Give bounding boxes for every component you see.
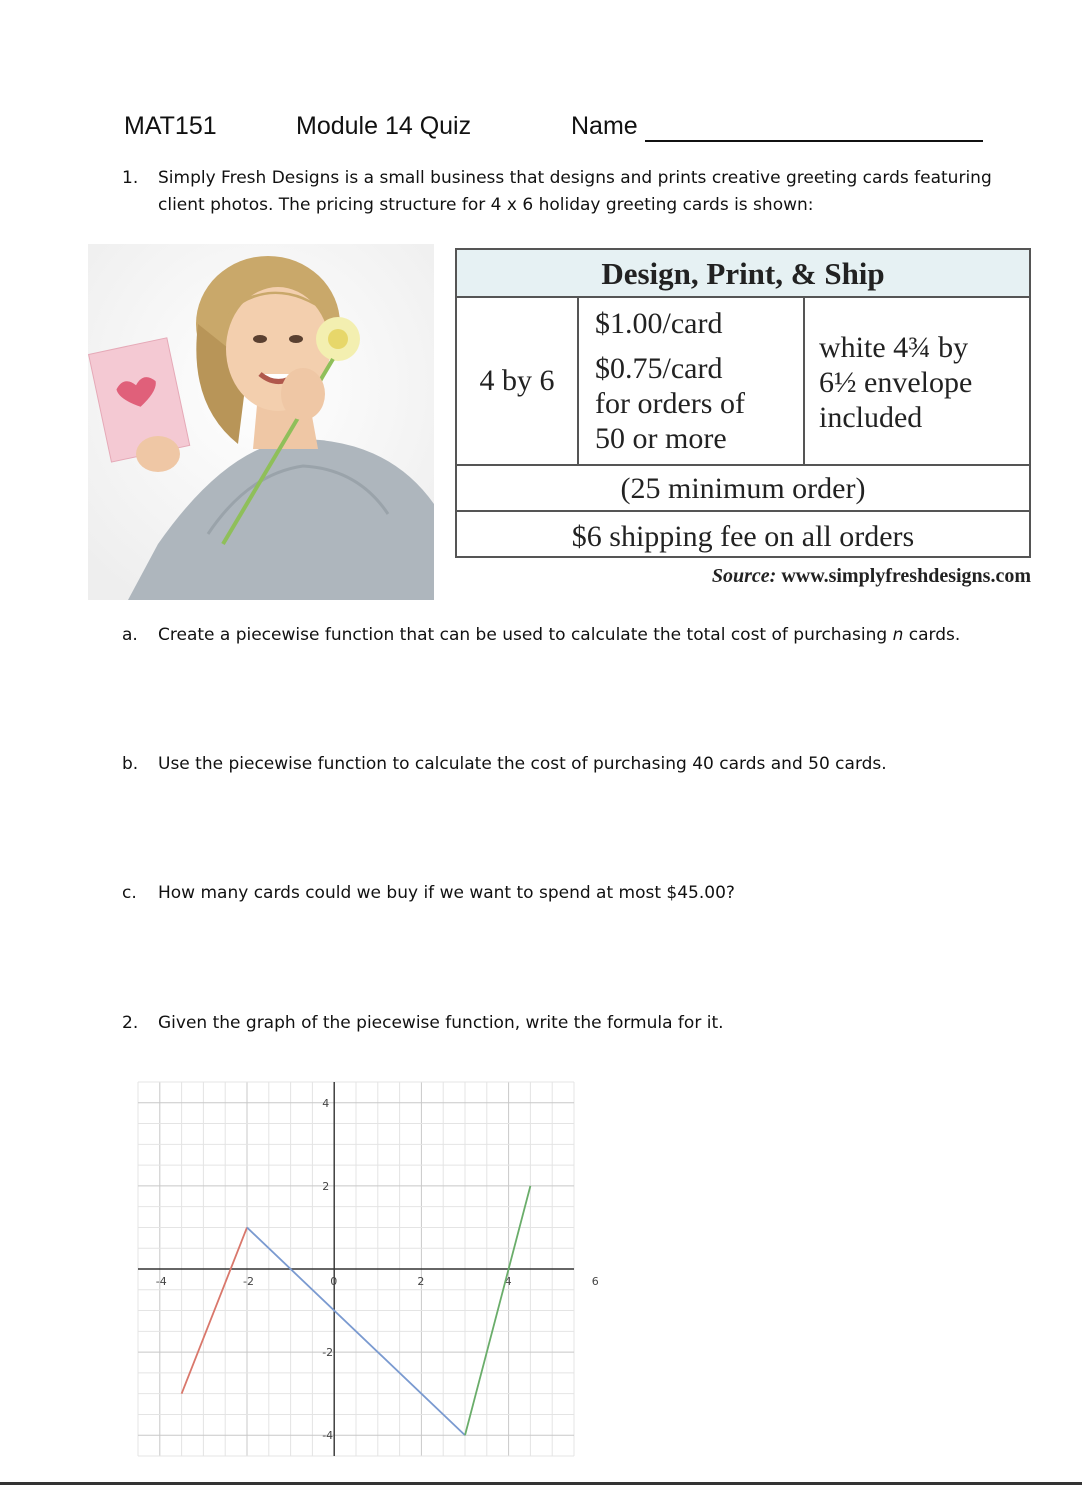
shipping-fee-row: $6 shipping fee on all orders xyxy=(571,520,915,553)
variable-n: n xyxy=(892,625,904,645)
question-text-line2: client photos. The pricing structure for 4 x 6 holiday greeting cards is shown: xyxy=(158,195,814,215)
envelope-line: included xyxy=(819,401,923,434)
x-tick-label: 6 xyxy=(591,1275,599,1288)
question-text: Given the graph of the piecewise function, write the formula for it. xyxy=(158,1013,724,1033)
y-tick-label: 4 xyxy=(322,1096,330,1110)
course-code: MAT151 xyxy=(124,112,217,140)
x-tick-label: 0 xyxy=(330,1275,338,1288)
question-number: 2. xyxy=(122,1013,139,1033)
price-line: for orders of xyxy=(595,387,745,420)
woman-with-card-photo xyxy=(88,244,434,600)
x-tick-label: 2 xyxy=(417,1275,425,1288)
source-citation xyxy=(640,565,1031,588)
name-label: Name xyxy=(571,112,638,140)
part-a-text: Create a piecewise function that can be used to calculate the total cost of purchasing xyxy=(158,625,893,645)
card-size-cell: 4 by 6 xyxy=(457,298,579,464)
price-line: 50 or more xyxy=(595,422,727,455)
page-bottom-rule xyxy=(0,1482,1082,1485)
price-cell xyxy=(579,298,805,464)
price-line: $1.00/card xyxy=(595,307,723,340)
minimum-order-row: (25 minimum order) xyxy=(457,464,1029,512)
price-line: $0.75/card xyxy=(595,352,723,385)
pricing-table xyxy=(455,248,1031,558)
question-text-line1: Simply Fresh Designs is a small business that designs and prints creative greeting cards featuring xyxy=(158,168,992,188)
part-text xyxy=(158,622,960,649)
source-url: www.simplyfreshdesigns.com xyxy=(781,565,1031,587)
y-tick-label: -4 xyxy=(322,1429,334,1443)
source-label: Source: xyxy=(711,565,777,587)
piecewise-graph xyxy=(138,1082,599,1456)
graph-svg xyxy=(138,1082,599,1456)
envelope-line: 6½ envelope xyxy=(819,366,973,399)
y-tick-label: 2 xyxy=(322,1179,330,1193)
envelope-line: white 4¾ by xyxy=(819,331,969,364)
name-blank-line[interactable] xyxy=(645,140,983,142)
quiz-title: Module 14 Quiz xyxy=(296,112,472,140)
part-text: How many cards could we buy if we want to spend at most $45.00? xyxy=(158,883,735,903)
envelope-cell xyxy=(805,298,1029,464)
y-tick-label: -2 xyxy=(322,1346,334,1360)
part-letter: a. xyxy=(122,625,138,645)
table-title: Design, Print, & Ship xyxy=(457,250,1029,298)
part-letter: c. xyxy=(122,883,137,903)
x-tick-label: 4 xyxy=(504,1275,512,1288)
part-a-text-end: cards. xyxy=(903,625,961,645)
question-number: 1. xyxy=(122,168,139,188)
part-letter: b. xyxy=(122,754,139,774)
part-text: Use the piecewise function to calculate the cost of purchasing 40 cards and 50 cards. xyxy=(158,754,887,774)
x-tick-label: -4 xyxy=(155,1275,167,1288)
x-tick-label: -2 xyxy=(243,1275,254,1288)
